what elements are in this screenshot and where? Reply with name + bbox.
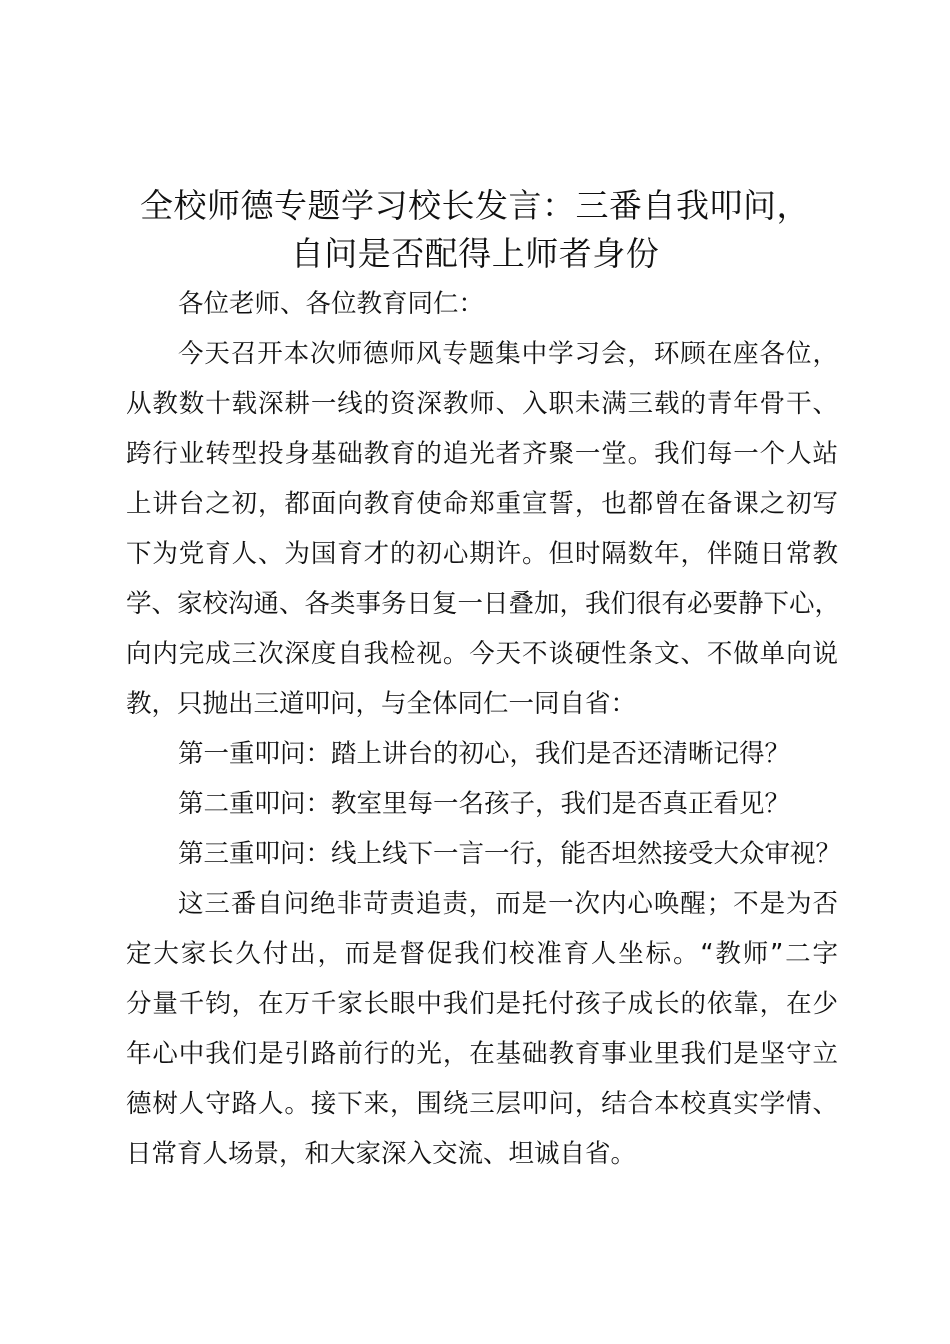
paragraph-2-line-4: 年心中我们是引路前行的光，在基础教育事业里我们是坚守立	[126, 1039, 838, 1069]
paragraph-2-line-2: 定大家长久付出，而是督促我们校准育人坐标。“教师”二字	[126, 939, 838, 969]
paragraph-1-line-4: 上讲台之初，都面向教育使命郑重宣誓，也都曾在备课之初写	[126, 489, 838, 519]
paragraph-2-line-1: 这三番自问绝非苛责追责，而是一次内心唤醒；不是为否	[178, 889, 838, 919]
paragraph-1-line-3: 跨行业转型投身基础教育的追光者齐聚一堂。我们每一个人站	[126, 439, 838, 469]
document-title	[100, 182, 850, 278]
paragraph-2-line-3: 分量千钧，在万千家长眼中我们是托付孩子成长的依靠，在少	[126, 989, 838, 1019]
question-2: 第二重叩问：教室里每一名孩子，我们是否真正看见？	[178, 789, 791, 819]
paragraph-1-line-7: 向内完成三次深度自我检视。今天不谈硬性条文、不做单向说	[126, 639, 838, 669]
paragraph-1-line-2: 从教数十载深耕一线的资深教师、入职未满三载的青年骨干、	[126, 389, 838, 419]
paragraph-1-line-8: 教，只抛出三道叩问，与全体同仁一同自省：	[126, 689, 637, 719]
question-3: 第三重叩问：线上线下一言一行，能否坦然接受大众审视？	[178, 839, 842, 869]
paragraph-2-line-6: 日常育人场景，和大家深入交流、坦诚自省。	[126, 1139, 637, 1169]
question-1: 第一重叩问：踏上讲台的初心，我们是否还清晰记得？	[178, 739, 791, 769]
title-line-1: 全校师德专题学习校长发言：三番自我叩问，	[140, 186, 810, 225]
paragraph-1-line-6: 学、家校沟通、各类事务日复一日叠加，我们很有必要静下心，	[126, 589, 841, 619]
document-body	[126, 279, 842, 1179]
paragraph-1-line-5: 下为党育人、为国育才的初心期许。但时隔数年，伴随日常教	[126, 539, 838, 569]
title-line-2: 自问是否配得上师者身份	[290, 234, 660, 273]
paragraph-2-line-5: 德树人守路人。接下来，围绕三层叩问，结合本校真实学情、	[126, 1089, 838, 1119]
salutation-line: 各位老师、各位教育同仁：	[178, 289, 485, 319]
paragraph-1-line-1: 今天召开本次师德师风专题集中学习会，环顾在座各位，	[178, 339, 838, 369]
